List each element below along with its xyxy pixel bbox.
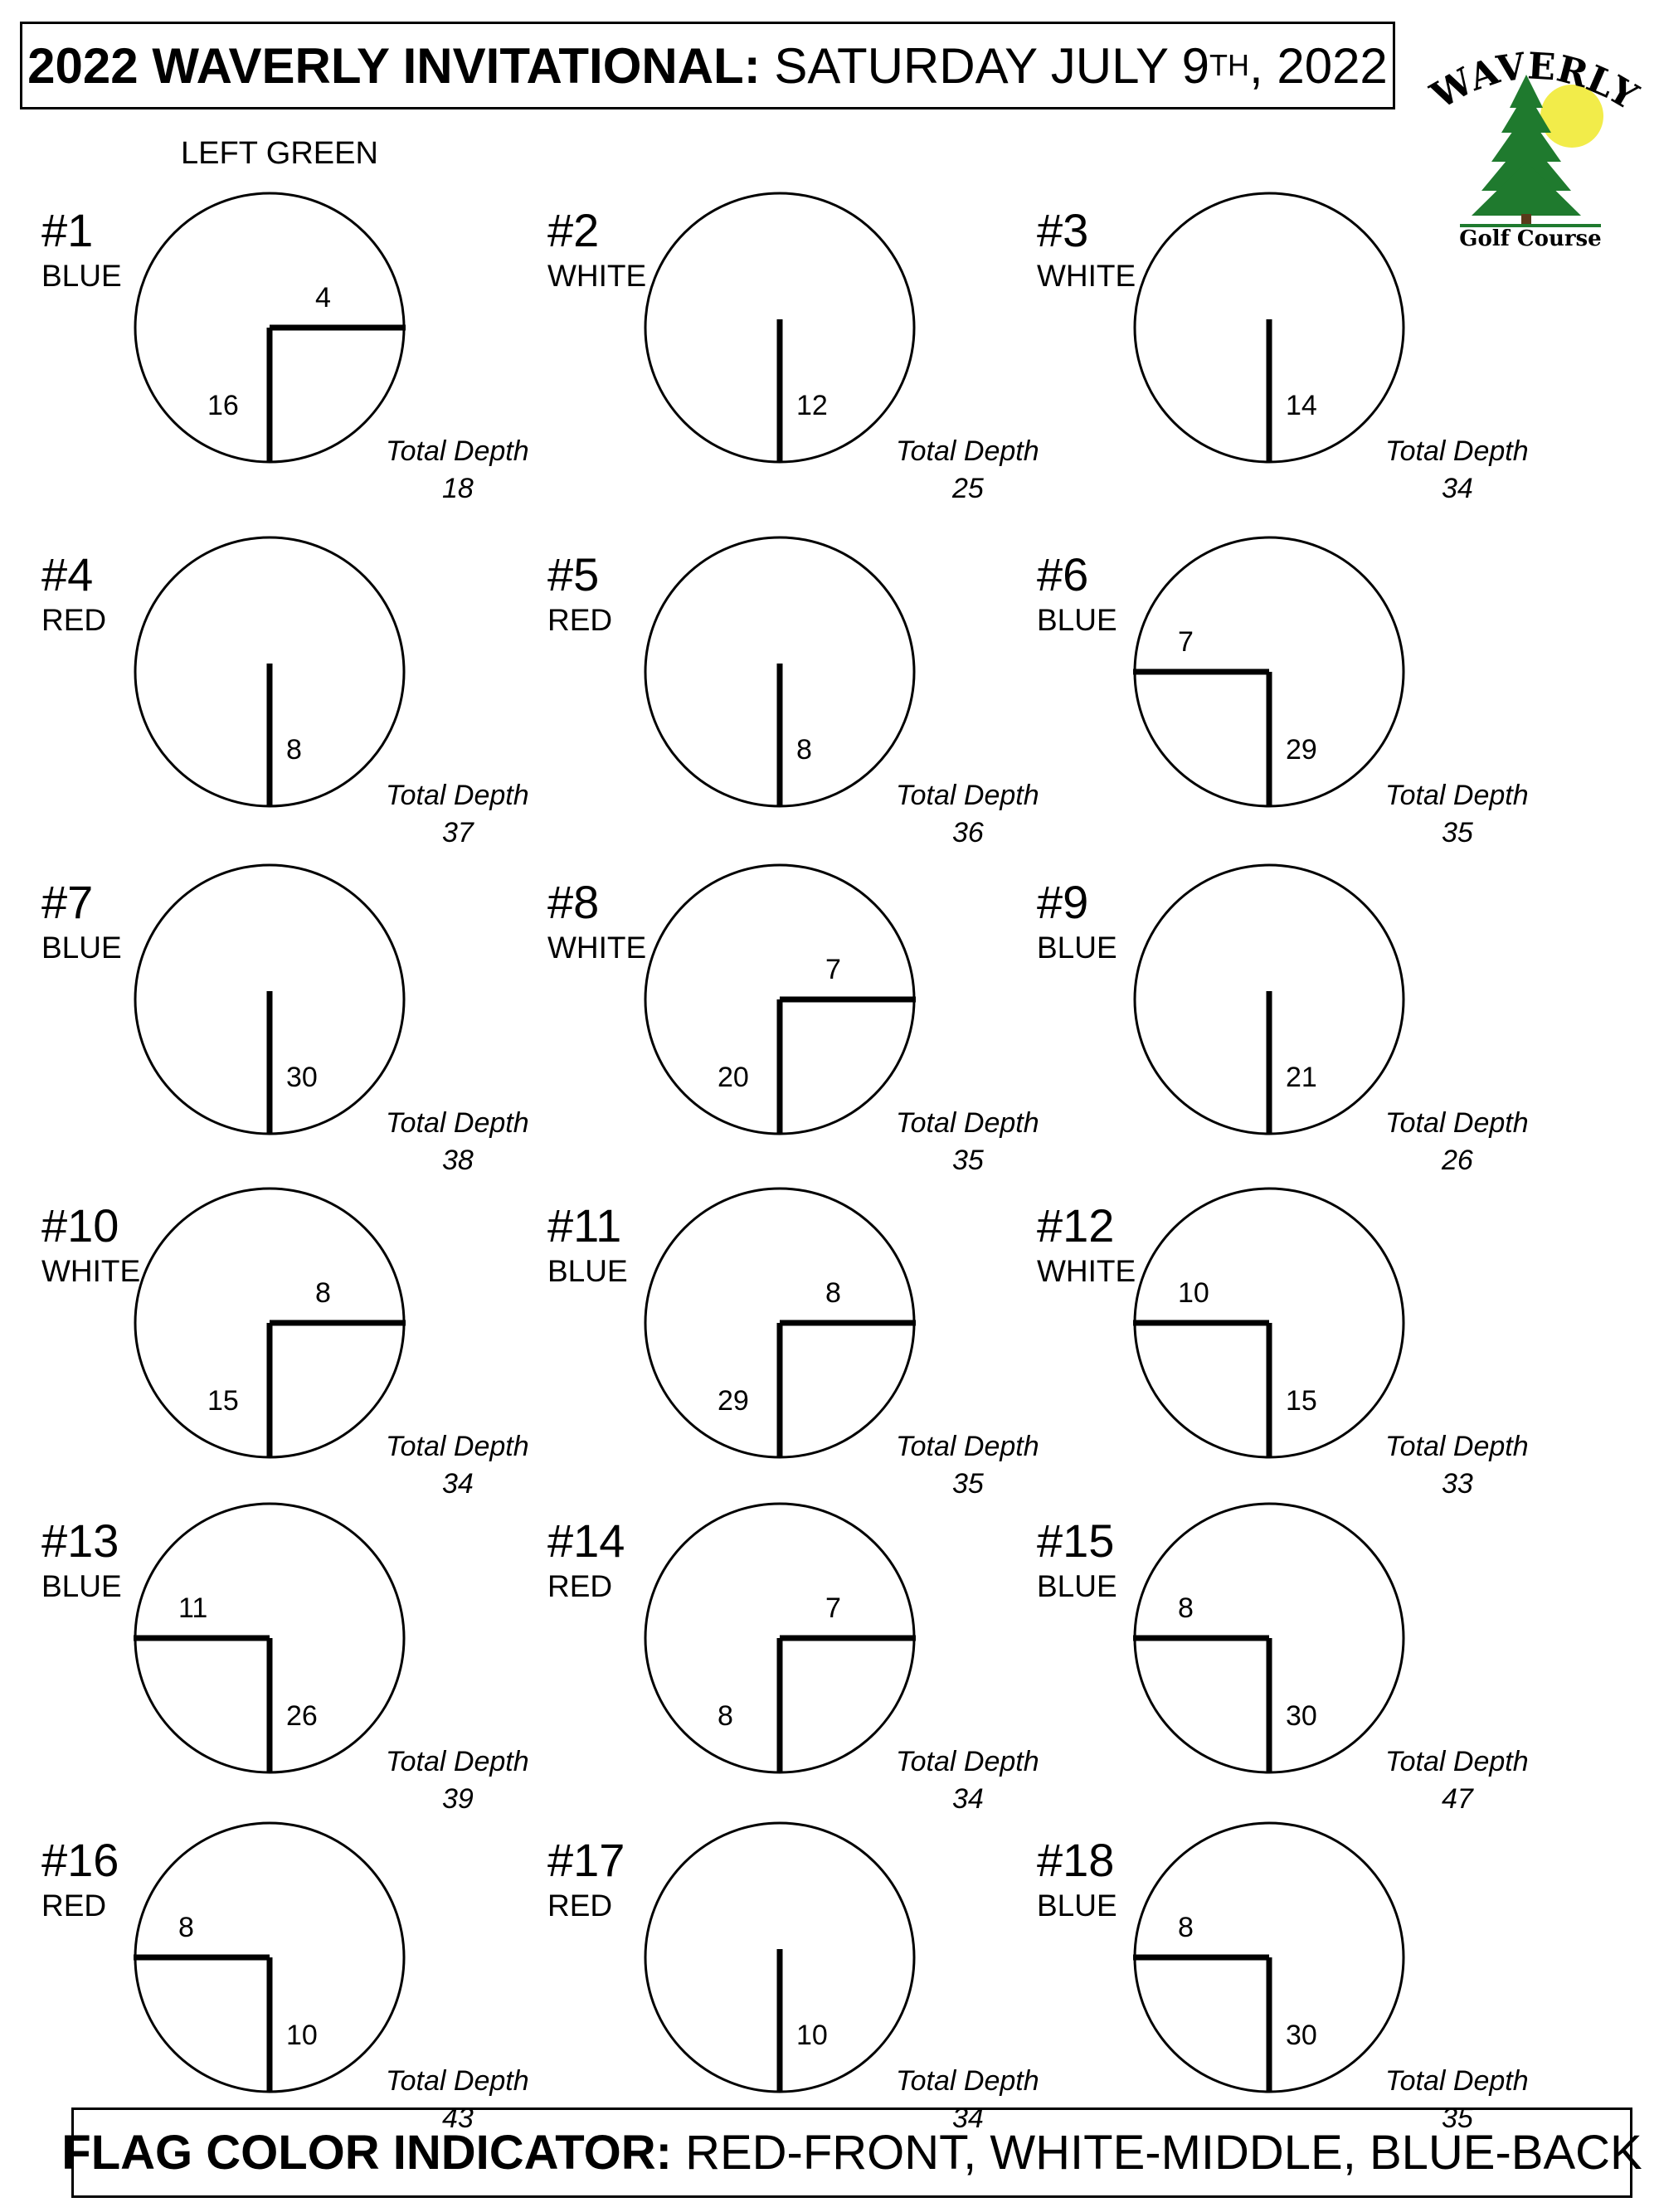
hole-12 — [1016, 1186, 1530, 1518]
flag-color: BLUE — [41, 259, 122, 293]
hole-11 — [527, 1186, 1041, 1518]
offset-value: 10 — [1178, 1277, 1209, 1309]
hole-number: #3 — [1037, 204, 1089, 256]
offset-value: 8 — [825, 1277, 841, 1309]
flag-color: BLUE — [41, 1569, 122, 1603]
total-depth-value: 26 — [1442, 1145, 1473, 1176]
hole-15 — [1016, 1501, 1530, 1833]
title-year: , 2022 — [1248, 37, 1388, 94]
flag-color: WHITE — [547, 259, 647, 293]
depth-value: 12 — [796, 390, 828, 421]
hole-number: #10 — [41, 1199, 119, 1252]
flag-color: BLUE — [1037, 1889, 1117, 1923]
total-depth-label: Total Depth — [896, 1431, 1039, 1462]
total-depth-value: 39 — [442, 1783, 474, 1815]
offset-value: 8 — [315, 1277, 331, 1309]
flag-color-indicator — [61, 2107, 1642, 2198]
depth-value: 20 — [718, 1062, 749, 1093]
total-depth-label: Total Depth — [1385, 1746, 1529, 1777]
flag-color: BLUE — [41, 931, 122, 965]
hole-8 — [527, 863, 1041, 1194]
hole-3 — [1016, 191, 1530, 523]
title-date: SATURDAY JULY 9 — [774, 37, 1209, 94]
offset-value: 7 — [825, 1592, 841, 1624]
total-depth-value: 33 — [1442, 1468, 1473, 1500]
offset-value: 4 — [315, 282, 331, 314]
total-depth-label: Total Depth — [896, 780, 1039, 811]
depth-value: 29 — [718, 1385, 749, 1417]
total-depth-value: 34 — [442, 1468, 474, 1500]
offset-value: 11 — [178, 1592, 208, 1624]
flag-color: RED — [41, 1889, 107, 1923]
depth-value: 10 — [286, 2020, 318, 2051]
total-depth-value: 35 — [952, 1145, 984, 1176]
total-depth-value: 35 — [1442, 817, 1473, 848]
total-depth-label: Total Depth — [1385, 1107, 1529, 1139]
offset-value: 7 — [1178, 626, 1194, 658]
depth-value: 29 — [1286, 734, 1317, 766]
depth-value: 8 — [718, 1700, 733, 1732]
hole-1 — [17, 191, 531, 523]
hole-number: #15 — [1037, 1514, 1115, 1567]
hole-5 — [527, 535, 1041, 867]
depth-value: 8 — [286, 734, 302, 766]
hole-number: #6 — [1037, 548, 1089, 600]
hole-number: #16 — [41, 1834, 119, 1886]
total-depth-label: Total Depth — [896, 1107, 1039, 1139]
hole-13 — [17, 1501, 531, 1833]
offset-value: 8 — [178, 1912, 194, 1943]
flag-color: RED — [547, 1569, 613, 1603]
total-depth-value: 35 — [1442, 2103, 1473, 2134]
offset-value: 8 — [1178, 1592, 1194, 1624]
depth-value: 26 — [286, 1700, 318, 1732]
hole-number: #18 — [1037, 1834, 1115, 1886]
page-title — [20, 22, 1395, 109]
depth-value: 30 — [1286, 2020, 1317, 2051]
flag-color: WHITE — [1037, 259, 1136, 293]
flag-color: BLUE — [1037, 603, 1117, 637]
total-depth-label: Total Depth — [896, 1746, 1039, 1777]
footer-bold: FLAG COLOR INDICATOR: — [61, 2126, 672, 2180]
hole-number: #9 — [1037, 876, 1089, 928]
hole-number: #14 — [547, 1514, 625, 1567]
hole-number: #7 — [41, 876, 94, 928]
depth-value: 30 — [286, 1062, 318, 1093]
hole-9 — [1016, 863, 1530, 1194]
hole-number: #17 — [547, 1834, 625, 1886]
title-date-suffix: TH — [1209, 48, 1249, 82]
total-depth-value: 25 — [952, 473, 984, 504]
total-depth-value: 43 — [442, 2103, 474, 2134]
total-depth-label: Total Depth — [386, 435, 529, 467]
hole-7 — [17, 863, 531, 1194]
total-depth-value: 47 — [1442, 1783, 1473, 1815]
total-depth-value: 35 — [952, 1468, 984, 1500]
total-depth-label: Total Depth — [896, 2065, 1039, 2097]
hole-number: #13 — [41, 1514, 119, 1567]
total-depth-value: 18 — [442, 473, 474, 504]
total-depth-value: 36 — [952, 817, 984, 848]
total-depth-label: Total Depth — [1385, 780, 1529, 811]
hole-number: #12 — [1037, 1199, 1115, 1252]
depth-value: 8 — [796, 734, 812, 766]
hole-number: #4 — [41, 548, 94, 600]
flag-color: WHITE — [1037, 1254, 1136, 1288]
depth-value: 15 — [1286, 1385, 1317, 1417]
total-depth-label: Total Depth — [386, 780, 529, 811]
hole-number: #2 — [547, 204, 600, 256]
flag-color: RED — [41, 603, 107, 637]
hole-14 — [527, 1501, 1041, 1833]
hole-number: #8 — [547, 876, 600, 928]
hole-18 — [1016, 1821, 1530, 2152]
hole-2 — [527, 191, 1041, 523]
hole-number: #1 — [41, 204, 94, 256]
total-depth-label: Total Depth — [1385, 435, 1529, 467]
depth-value: 10 — [796, 2020, 828, 2051]
depth-value: 14 — [1286, 390, 1317, 421]
logo-bottom-text: Golf Course — [1459, 226, 1602, 249]
total-depth-label: Total Depth — [386, 2065, 529, 2097]
offset-value: 7 — [825, 954, 841, 985]
flag-color: RED — [547, 1889, 613, 1923]
flag-color: WHITE — [547, 931, 647, 965]
hole-4 — [17, 535, 531, 867]
offset-value: 8 — [1178, 1912, 1194, 1943]
hole-number: #5 — [547, 548, 600, 600]
hole-17 — [527, 1821, 1041, 2152]
total-depth-label: Total Depth — [896, 435, 1039, 467]
logo-top-text: WAVERLY — [1423, 45, 1642, 119]
total-depth-value: 34 — [1442, 473, 1473, 504]
depth-value: 21 — [1286, 1062, 1317, 1093]
footer-text: RED-FRONT, WHITE-MIDDLE, BLUE-BACK — [685, 2126, 1642, 2180]
hole-number: #11 — [547, 1199, 622, 1252]
total-depth-value: 38 — [442, 1145, 474, 1176]
flag-color: WHITE — [41, 1254, 141, 1288]
total-depth-value: 34 — [952, 2103, 984, 2134]
hole-10 — [17, 1186, 531, 1518]
total-depth-label: Total Depth — [1385, 2065, 1529, 2097]
total-depth-label: Total Depth — [386, 1107, 529, 1139]
hole-6 — [1016, 535, 1530, 867]
title-bold: 2022 WAVERLY INVITATIONAL: — [27, 37, 761, 94]
depth-value: 16 — [207, 390, 239, 421]
total-depth-value: 37 — [442, 817, 474, 848]
total-depth-value: 34 — [952, 1783, 984, 1815]
depth-value: 15 — [207, 1385, 239, 1417]
flag-color: BLUE — [1037, 1569, 1117, 1603]
total-depth-label: Total Depth — [386, 1746, 529, 1777]
flag-color: BLUE — [547, 1254, 628, 1288]
total-depth-label: Total Depth — [386, 1431, 529, 1462]
hole-16 — [17, 1821, 531, 2152]
flag-color: RED — [547, 603, 613, 637]
total-depth-label: Total Depth — [1385, 1431, 1529, 1462]
left-green-label: LEFT GREEN — [181, 136, 378, 171]
depth-value: 30 — [1286, 1700, 1317, 1732]
flag-color: BLUE — [1037, 931, 1117, 965]
